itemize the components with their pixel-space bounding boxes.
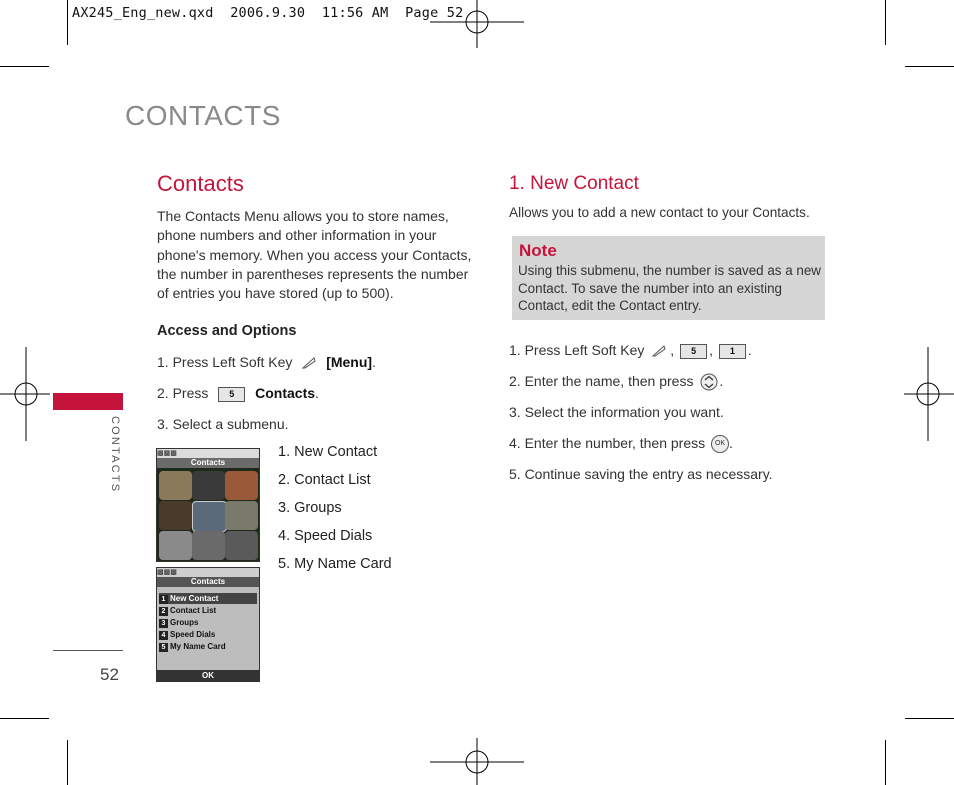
crop-mark bbox=[0, 718, 49, 719]
status-bar: ▩▩▩ bbox=[157, 449, 259, 458]
phone-screen-grid-menu bbox=[156, 448, 260, 562]
soft-key-bar: OK bbox=[157, 670, 259, 681]
nav-updown-icon bbox=[699, 373, 719, 391]
intro-paragraph: The Contacts Menu allows you to store names, phone numbers and other information in your phone's memory. When you access your Contacts, the number in parentheses represents the number of entries you have stored (up to 500). bbox=[157, 208, 472, 302]
key-5-icon: 5 bbox=[680, 344, 707, 359]
crop-mark bbox=[885, 740, 886, 785]
key-1-icon: 1 bbox=[719, 344, 746, 359]
step-4: 4. Enter the number, then press OK . bbox=[509, 435, 733, 453]
side-tab-marker bbox=[53, 393, 123, 410]
menu-grid-cell bbox=[159, 501, 192, 530]
list-item: 4 Speed Dials bbox=[159, 629, 257, 640]
crop-mark bbox=[905, 718, 954, 719]
note-title: Note bbox=[519, 241, 557, 260]
list-item: 3 Groups bbox=[159, 617, 257, 628]
page-number: 52 bbox=[100, 665, 119, 684]
list-item: 1 New Contact bbox=[159, 593, 257, 604]
step-5: 5. Continue saving the entry as necessary. bbox=[509, 466, 773, 482]
menu-grid-cell bbox=[225, 501, 258, 530]
menu-item: 5. My Name Card bbox=[278, 556, 392, 572]
menu-grid-cell bbox=[159, 531, 192, 560]
step-2: 2. Press 5 Contacts. bbox=[157, 385, 319, 401]
crop-mark bbox=[0, 66, 49, 67]
menu-item: 2. Contact List bbox=[278, 472, 371, 488]
menu-grid-cell bbox=[225, 471, 258, 500]
menu-item: 3. Groups bbox=[278, 500, 342, 516]
registration-mark bbox=[904, 347, 954, 441]
side-tab-label: CONTACTS bbox=[109, 416, 121, 494]
list-item: 5 My Name Card bbox=[159, 641, 257, 652]
screen-title: Contacts bbox=[157, 458, 259, 468]
screen-title: Contacts bbox=[157, 577, 259, 587]
list-item: 2 Contact List bbox=[159, 605, 257, 616]
crop-mark bbox=[67, 740, 68, 785]
menu-grid-cell bbox=[159, 471, 192, 500]
subheading: Access and Options bbox=[157, 323, 297, 339]
subsection-intro: Allows you to add a new contact to your Contacts. bbox=[509, 205, 810, 220]
menu-item: 4. Speed Dials bbox=[278, 528, 373, 544]
menu-grid-cell bbox=[192, 501, 227, 532]
footer-rule bbox=[53, 650, 123, 651]
crop-mark bbox=[67, 0, 68, 45]
note-text: Using this submenu, the number is saved as a new Contact. To save the number into an existing Contact, edit the Contact entry. bbox=[518, 263, 821, 313]
registration-mark bbox=[0, 347, 50, 441]
status-bar: ▩▩▩ bbox=[157, 568, 259, 577]
ok-key-icon: OK bbox=[711, 435, 729, 453]
registration-mark bbox=[430, 738, 524, 785]
menu-grid-cell bbox=[192, 531, 225, 560]
left-soft-key-icon bbox=[300, 356, 318, 370]
crop-mark bbox=[885, 0, 886, 45]
step-2: 2. Enter the name, then press . bbox=[509, 373, 723, 391]
subsection-title: 1. New Contact bbox=[509, 173, 639, 194]
step-3: 3. Select the information you want. bbox=[509, 404, 724, 420]
menu-item: 1. New Contact bbox=[278, 444, 378, 460]
file-slug: AX245_Eng_new.qxd 2006.9.30 11:56 AM Page 52 bbox=[72, 5, 464, 21]
menu-grid-cell bbox=[225, 531, 258, 560]
section-title: Contacts bbox=[157, 171, 244, 196]
phone-screen-list-menu bbox=[156, 567, 260, 682]
chapter-header: CONTACTS bbox=[125, 100, 281, 131]
step-1: 1. Press Left Soft Key , 5 , 1 . bbox=[509, 342, 752, 358]
crop-mark bbox=[905, 66, 954, 67]
step-3: 3. Select a submenu. bbox=[157, 416, 289, 432]
left-soft-key-icon bbox=[650, 344, 668, 358]
note-box bbox=[512, 236, 825, 320]
key-5-icon: 5 bbox=[218, 387, 245, 402]
step-1: 1. Press Left Soft Key [Menu]. bbox=[157, 354, 376, 370]
menu-grid-cell bbox=[192, 471, 225, 500]
